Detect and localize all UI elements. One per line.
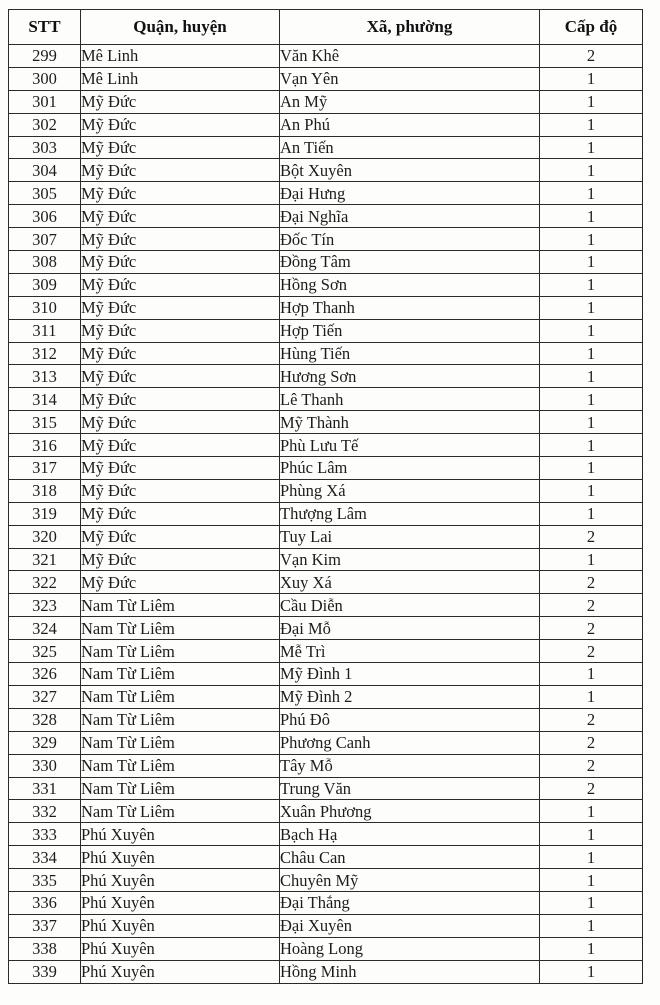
row-district: Mỹ Đức	[81, 90, 280, 113]
row-stt: 337	[9, 914, 81, 937]
row-district: Nam Từ Liêm	[81, 617, 280, 640]
row-stt: 315	[9, 411, 81, 434]
row-district: Mỹ Đức	[81, 479, 280, 502]
row-level: 2	[540, 525, 643, 548]
table-row	[9, 525, 643, 548]
table-row	[9, 113, 643, 136]
row-ward: Đại Hưng	[280, 182, 540, 205]
row-stt: 336	[9, 891, 81, 914]
row-level: 1	[540, 411, 643, 434]
row-ward: Bạch Hạ	[280, 823, 540, 846]
row-level: 2	[540, 594, 643, 617]
row-district: Mỹ Đức	[81, 205, 280, 228]
row-level: 1	[540, 800, 643, 823]
row-ward: Đại Xuyên	[280, 914, 540, 937]
row-stt: 339	[9, 960, 81, 983]
table-row	[9, 319, 643, 342]
table-row	[9, 388, 643, 411]
table-row	[9, 960, 643, 983]
table-row	[9, 365, 643, 388]
row-stt: 303	[9, 136, 81, 159]
row-ward: An Phú	[280, 113, 540, 136]
table-row	[9, 479, 643, 502]
row-district: Mê Linh	[81, 45, 280, 68]
row-district: Mỹ Đức	[81, 182, 280, 205]
row-ward: Hoàng Long	[280, 937, 540, 960]
row-stt: 308	[9, 251, 81, 274]
row-level: 2	[540, 731, 643, 754]
row-ward: Đồng Tâm	[280, 251, 540, 274]
row-district: Mỹ Đức	[81, 136, 280, 159]
row-level: 1	[540, 685, 643, 708]
row-district: Nam Từ Liêm	[81, 594, 280, 617]
row-district: Nam Từ Liêm	[81, 663, 280, 686]
row-level: 1	[540, 479, 643, 502]
row-ward: Lê Thanh	[280, 388, 540, 411]
row-district: Mỹ Đức	[81, 388, 280, 411]
row-ward: Hợp Tiến	[280, 319, 540, 342]
row-stt: 326	[9, 663, 81, 686]
row-district: Mỹ Đức	[81, 571, 280, 594]
row-stt: 299	[9, 45, 81, 68]
row-ward: An Tiến	[280, 136, 540, 159]
row-level: 1	[540, 388, 643, 411]
row-stt: 323	[9, 594, 81, 617]
row-ward: Hùng Tiến	[280, 342, 540, 365]
row-district: Mê Linh	[81, 67, 280, 90]
table-row	[9, 823, 643, 846]
row-stt: 333	[9, 823, 81, 846]
table-row	[9, 891, 643, 914]
row-ward: Tuy Lai	[280, 525, 540, 548]
row-level: 2	[540, 640, 643, 663]
row-ward: Phù Lưu Tế	[280, 434, 540, 457]
row-stt: 322	[9, 571, 81, 594]
row-district: Phú Xuyên	[81, 846, 280, 869]
table-row	[9, 90, 643, 113]
table-row	[9, 67, 643, 90]
row-district: Nam Từ Liêm	[81, 640, 280, 663]
row-level: 1	[540, 113, 643, 136]
row-level: 1	[540, 663, 643, 686]
row-district: Mỹ Đức	[81, 434, 280, 457]
table-row	[9, 777, 643, 800]
row-level: 1	[540, 434, 643, 457]
table-row	[9, 708, 643, 731]
table-row	[9, 663, 643, 686]
row-ward: Mỹ Đình 2	[280, 685, 540, 708]
row-stt: 309	[9, 273, 81, 296]
table-row	[9, 205, 643, 228]
table-row	[9, 273, 643, 296]
row-district: Mỹ Đức	[81, 159, 280, 182]
table-row	[9, 846, 643, 869]
row-stt: 313	[9, 365, 81, 388]
row-district: Mỹ Đức	[81, 342, 280, 365]
row-level: 1	[540, 205, 643, 228]
table-row	[9, 617, 643, 640]
row-level: 1	[540, 548, 643, 571]
row-district: Phú Xuyên	[81, 891, 280, 914]
row-stt: 330	[9, 754, 81, 777]
row-stt: 314	[9, 388, 81, 411]
row-district: Nam Từ Liêm	[81, 731, 280, 754]
row-district: Mỹ Đức	[81, 319, 280, 342]
row-ward: Đại Mỗ	[280, 617, 540, 640]
row-district: Phú Xuyên	[81, 914, 280, 937]
row-district: Phú Xuyên	[81, 823, 280, 846]
row-level: 2	[540, 708, 643, 731]
row-ward: Hợp Thanh	[280, 296, 540, 319]
row-level: 1	[540, 182, 643, 205]
header-level: Cấp độ	[540, 10, 643, 45]
table-body	[9, 45, 643, 984]
row-level: 1	[540, 319, 643, 342]
row-ward: Hương Sơn	[280, 365, 540, 388]
row-ward: Mỹ Thành	[280, 411, 540, 434]
row-level: 1	[540, 457, 643, 480]
header-ward: Xã, phường	[280, 10, 540, 45]
row-district: Phú Xuyên	[81, 869, 280, 892]
row-ward: Bột Xuyên	[280, 159, 540, 182]
row-stt: 335	[9, 869, 81, 892]
table-header-row	[9, 10, 643, 45]
row-level: 1	[540, 67, 643, 90]
row-district: Mỹ Đức	[81, 548, 280, 571]
header-district: Quận, huyện	[81, 10, 280, 45]
row-stt: 318	[9, 479, 81, 502]
row-district: Mỹ Đức	[81, 365, 280, 388]
table-row	[9, 45, 643, 68]
table-row	[9, 640, 643, 663]
row-district: Nam Từ Liêm	[81, 777, 280, 800]
table-row	[9, 571, 643, 594]
table-row	[9, 159, 643, 182]
table-row	[9, 594, 643, 617]
row-stt: 319	[9, 502, 81, 525]
row-stt: 300	[9, 67, 81, 90]
header-stt: STT	[9, 10, 81, 45]
row-stt: 301	[9, 90, 81, 113]
row-ward: Mễ Trì	[280, 640, 540, 663]
row-level: 1	[540, 823, 643, 846]
row-level: 1	[540, 251, 643, 274]
row-ward: Mỹ Đình 1	[280, 663, 540, 686]
commune-level-table	[8, 9, 643, 984]
table-row	[9, 182, 643, 205]
row-stt: 305	[9, 182, 81, 205]
table-row	[9, 685, 643, 708]
row-level: 2	[540, 754, 643, 777]
row-ward: Vạn Yên	[280, 67, 540, 90]
table-row	[9, 136, 643, 159]
row-level: 2	[540, 617, 643, 640]
row-level: 1	[540, 273, 643, 296]
row-level: 1	[540, 502, 643, 525]
row-ward: An Mỹ	[280, 90, 540, 113]
row-ward: Thượng Lâm	[280, 502, 540, 525]
row-level: 1	[540, 159, 643, 182]
row-ward: Phùng Xá	[280, 479, 540, 502]
row-district: Nam Từ Liêm	[81, 708, 280, 731]
row-stt: 331	[9, 777, 81, 800]
row-stt: 307	[9, 228, 81, 251]
row-stt: 304	[9, 159, 81, 182]
table-row	[9, 342, 643, 365]
row-district: Nam Từ Liêm	[81, 800, 280, 823]
row-district: Mỹ Đức	[81, 525, 280, 548]
row-district: Nam Từ Liêm	[81, 685, 280, 708]
row-level: 1	[540, 960, 643, 983]
row-district: Mỹ Đức	[81, 228, 280, 251]
row-district: Nam Từ Liêm	[81, 754, 280, 777]
table-row	[9, 296, 643, 319]
row-level: 2	[540, 571, 643, 594]
row-district: Phú Xuyên	[81, 937, 280, 960]
row-ward: Đại Thắng	[280, 891, 540, 914]
row-district: Mỹ Đức	[81, 113, 280, 136]
row-stt: 312	[9, 342, 81, 365]
row-level: 1	[540, 914, 643, 937]
row-district: Mỹ Đức	[81, 296, 280, 319]
table-row	[9, 869, 643, 892]
row-stt: 325	[9, 640, 81, 663]
row-ward: Đốc Tín	[280, 228, 540, 251]
row-level: 1	[540, 937, 643, 960]
row-ward: Phúc Lâm	[280, 457, 540, 480]
row-stt: 328	[9, 708, 81, 731]
row-stt: 302	[9, 113, 81, 136]
table-row	[9, 411, 643, 434]
row-level: 1	[540, 342, 643, 365]
row-stt: 329	[9, 731, 81, 754]
table-row	[9, 754, 643, 777]
row-level: 1	[540, 846, 643, 869]
table-row	[9, 937, 643, 960]
row-ward: Chuyên Mỹ	[280, 869, 540, 892]
table-row	[9, 731, 643, 754]
row-district: Phú Xuyên	[81, 960, 280, 983]
row-ward: Trung Văn	[280, 777, 540, 800]
table-row	[9, 502, 643, 525]
row-stt: 338	[9, 937, 81, 960]
row-stt: 324	[9, 617, 81, 640]
row-stt: 311	[9, 319, 81, 342]
row-level: 1	[540, 296, 643, 319]
row-ward: Hồng Minh	[280, 960, 540, 983]
row-ward: Hồng Sơn	[280, 273, 540, 296]
table-row	[9, 251, 643, 274]
row-level: 1	[540, 228, 643, 251]
row-level: 1	[540, 869, 643, 892]
row-stt: 306	[9, 205, 81, 228]
row-ward: Xuy Xá	[280, 571, 540, 594]
row-district: Mỹ Đức	[81, 251, 280, 274]
table-row	[9, 457, 643, 480]
row-stt: 327	[9, 685, 81, 708]
row-stt: 317	[9, 457, 81, 480]
row-level: 1	[540, 90, 643, 113]
row-level: 1	[540, 365, 643, 388]
row-level: 2	[540, 45, 643, 68]
row-ward: Cầu Diễn	[280, 594, 540, 617]
table-row	[9, 800, 643, 823]
row-district: Mỹ Đức	[81, 502, 280, 525]
table-row	[9, 434, 643, 457]
row-ward: Đại Nghĩa	[280, 205, 540, 228]
row-ward: Phương Canh	[280, 731, 540, 754]
row-ward: Tây Mỗ	[280, 754, 540, 777]
row-stt: 332	[9, 800, 81, 823]
row-stt: 334	[9, 846, 81, 869]
row-ward: Phú Đô	[280, 708, 540, 731]
row-district: Mỹ Đức	[81, 411, 280, 434]
table-row	[9, 228, 643, 251]
row-ward: Xuân Phương	[280, 800, 540, 823]
table-row	[9, 914, 643, 937]
row-district: Mỹ Đức	[81, 273, 280, 296]
row-district: Mỹ Đức	[81, 457, 280, 480]
row-ward: Văn Khê	[280, 45, 540, 68]
row-level: 2	[540, 777, 643, 800]
table-row	[9, 548, 643, 571]
row-ward: Châu Can	[280, 846, 540, 869]
row-level: 1	[540, 136, 643, 159]
row-stt: 321	[9, 548, 81, 571]
row-ward: Vạn Kim	[280, 548, 540, 571]
row-stt: 310	[9, 296, 81, 319]
row-level: 1	[540, 891, 643, 914]
row-stt: 316	[9, 434, 81, 457]
row-stt: 320	[9, 525, 81, 548]
